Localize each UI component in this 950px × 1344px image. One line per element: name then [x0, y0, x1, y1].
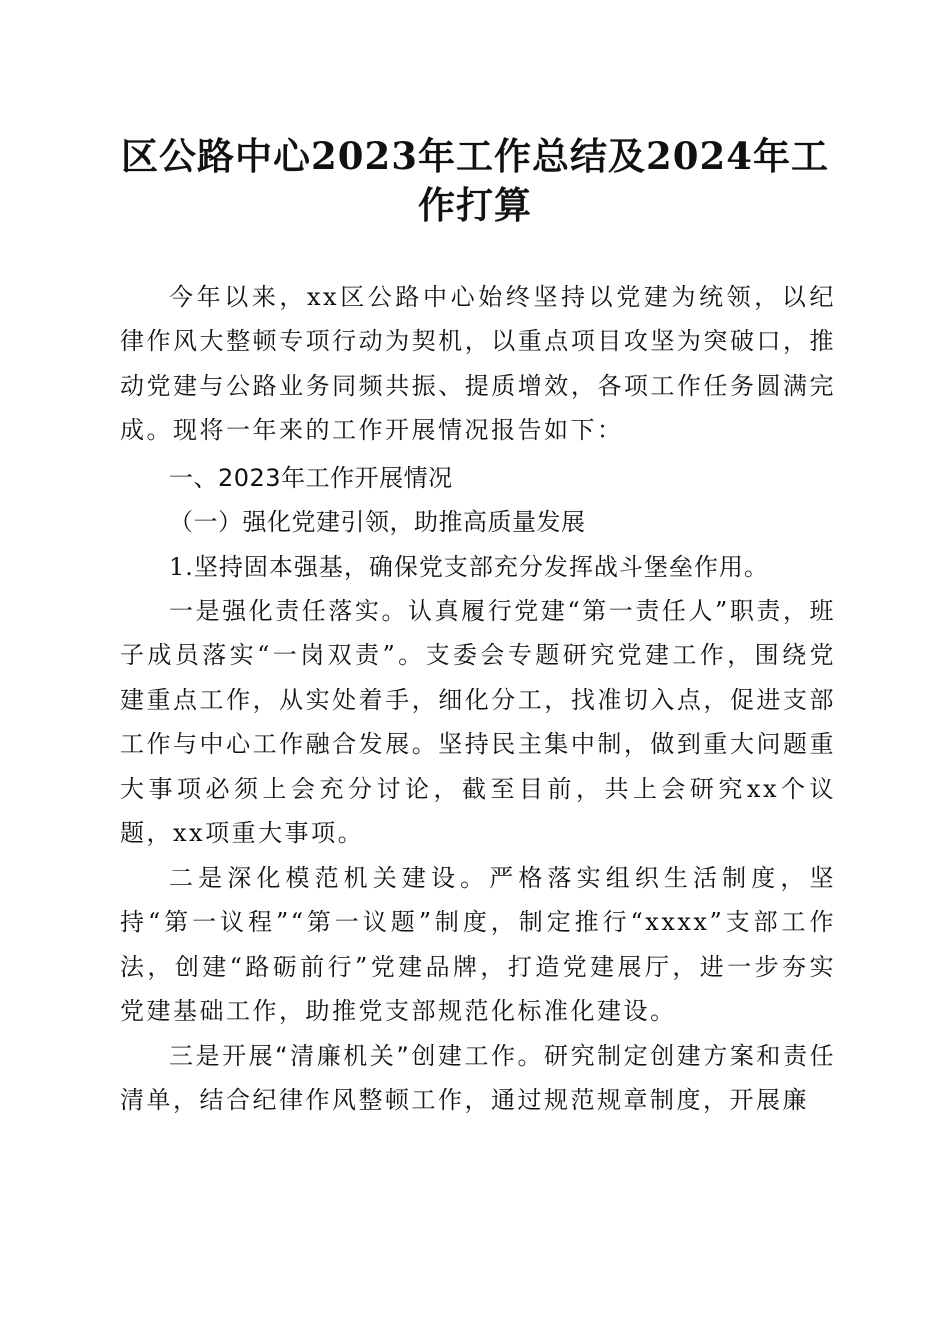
paragraph-lead: 三是开展“清廉机关”创建工作。	[169, 1042, 545, 1070]
paragraph-model-agency	[120, 856, 836, 1034]
paragraph-text: 认真履行党建“第一责任人”职责，班子成员落实“一岗双责”。支委会专题研究党建工作，围绕党建重点工作，从实处着手，细化分工，找准切入点，促进支部工作与中心工作融合发展。坚持民主集中制，做到重大问题重大事项必须上会充分讨论，截至目前，共上会研究xx个议题，xx项重大事项。	[120, 597, 836, 848]
paragraph-clean-agency	[120, 1034, 836, 1123]
paragraph-text: 研究制定创建方案和责任清单，结合纪律作风整顿工作，通过规范规章制度，开展廉	[120, 1042, 836, 1115]
intro-paragraph: 今年以来，xx区公路中心始终坚持以党建为统领，以纪律作风大整顿专项行动为契机，以重点项目攻坚为突破口，推动党建与公路业务同频共振、提质增效，各项工作任务圆满完成。现将一年来的工作开展情况报告如下：	[120, 283, 836, 445]
paragraph-lead: 一是强化责任落实。	[169, 597, 409, 625]
document-title: 区公路中心2023年工作总结及2024年工作打算	[121, 134, 829, 227]
paragraph-text: 严格落实组织生活制度，坚持“第一议程”“第一议题”制度，制定推行“xxxx”支部工作法，创建“路砺前行”党建品牌，打造党建展厅，进一步夯实党建基础工作，助推党支部规范化标准化建设。	[120, 864, 836, 1026]
section-heading-1: 一、2023年工作开展情况	[169, 464, 453, 492]
subsection-heading-1: （一）强化党建引领，助推高质量发展	[169, 508, 586, 536]
item-heading-1: 1.坚持固本强基，确保党支部充分发挥战斗堡垒作用。	[169, 553, 769, 581]
paragraph-lead: 二是深化模范机关建设。	[169, 864, 490, 892]
paragraph-responsibility	[120, 589, 836, 855]
